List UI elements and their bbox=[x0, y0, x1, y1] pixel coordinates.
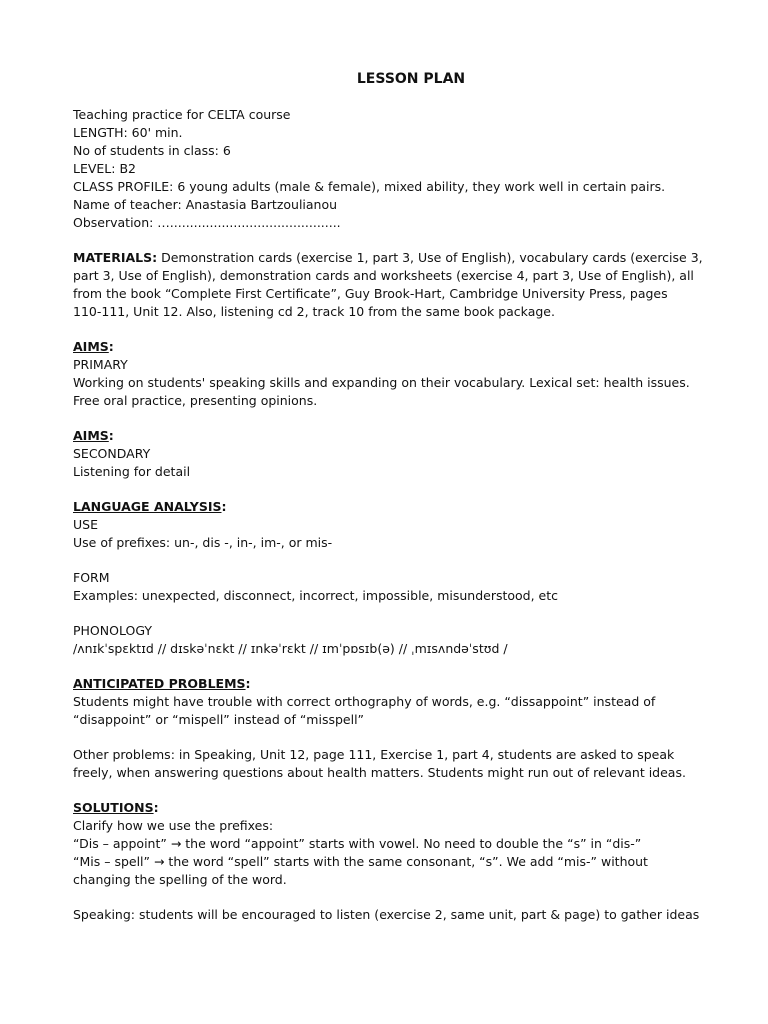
aims-text: Free oral practice, presenting opinions. bbox=[73, 393, 318, 408]
materials-label: MATERIALS: bbox=[73, 250, 158, 265]
phonology-text: /ʌnɪkˈspɛktɪd // dɪskəˈnɛkt // ɪnkəˈrɛkt // ɪmˈpɒsɪb(ə) // ˌmɪsʌndəˈstʊd / bbox=[73, 641, 508, 656]
language-analysis-section: LANGUAGE ANALYSIS: USE Use of prefixes: un-, dis -, in-, im-, or mis- FORM Examples: unexpected, disconnect, incorrect, impossible, misunderstood, etc PHONOLOGY /ʌnɪkˈspɛktɪd // dɪskəˈnɛkt // ɪnkəˈrɛkt // ɪmˈpɒsɪb(ə) // ˌmɪsʌndəˈstʊd / bbox=[73, 498, 733, 658]
language-analysis-heading: LANGUAGE ANALYSIS bbox=[73, 499, 222, 514]
lesson-plan-page bbox=[73, 68, 733, 924]
solutions-text: changing the spelling of the word. bbox=[73, 872, 287, 887]
page-title: LESSON PLAN bbox=[356, 71, 466, 87]
header-line: LENGTH: 60' min. bbox=[73, 125, 183, 140]
aims-heading: AIMS bbox=[73, 339, 109, 354]
solutions-text: “Dis – appoint” → the word “appoint” starts with vowel. No need to double the “s” in “dis-” bbox=[73, 836, 642, 851]
other-problems-text: Other problems: in Speaking, Unit 12, page 111, Exercise 1, part 4, students are asked to speak bbox=[73, 747, 675, 762]
aims-secondary-section: AIMS: SECONDARY Listening for detail bbox=[73, 427, 733, 481]
aims-text: Working on students' speaking skills and expanding on their vocabulary. Lexical set: health issues. bbox=[73, 375, 690, 390]
header-info bbox=[73, 106, 733, 232]
aims-primary-section: AIMS: PRIMARY Working on students' speaking skills and expanding on their vocabulary. Lexical set: health issues. Free oral practice, presenting opinions. bbox=[73, 338, 733, 410]
header-line: No of students in class: 6 bbox=[73, 143, 231, 158]
header-line: Name of teacher: Anastasia Bartzoulianou bbox=[73, 197, 338, 212]
anticipated-problems-heading: ANTICIPATED PROBLEMS bbox=[73, 676, 246, 691]
solutions-text: Clarify how we use the prefixes: bbox=[73, 818, 274, 833]
aims-text: Listening for detail bbox=[73, 464, 191, 479]
header-line: CLASS PROFILE: 6 young adults (male & female), mixed ability, they work well in certain pairs. bbox=[73, 179, 666, 194]
materials-text: part 3, Use of English), demonstration cards and worksheets (exercise 4, part 3, Use of English), all bbox=[73, 268, 694, 283]
use-label: USE bbox=[73, 517, 98, 532]
form-text: Examples: unexpected, disconnect, incorrect, impossible, misunderstood, etc bbox=[73, 588, 559, 603]
header-line: Teaching practice for CELTA course bbox=[73, 107, 291, 122]
aims-heading: AIMS bbox=[73, 428, 109, 443]
header-line: Observation: …........................................... bbox=[73, 215, 341, 230]
materials-section bbox=[73, 249, 733, 321]
anticipated-problems-section: ANTICIPATED PROBLEMS: Students might have trouble with correct orthography of words, e.g. “dissappoint” instead of “disappoint” or “mispell” instead of “misspell” Other problems: in Speaking, Unit 12, page 111, Exercise 1, part 4, students are asked to speak freely, when answering questions about health matters. Students might run out of relevant ideas. bbox=[73, 675, 733, 782]
other-problems-text: freely, when answering questions about health matters. Students might run out of relevant ideas. bbox=[73, 765, 686, 780]
problems-text: Students might have trouble with correct orthography of words, e.g. “dissappoint” instead of bbox=[73, 694, 656, 709]
materials-text: from the book “Complete First Certificate”, Guy Brook-Hart, Cambridge University Press, pages bbox=[73, 286, 668, 301]
materials-text: 110-111, Unit 12. Also, listening cd 2, track 10 from the same book package. bbox=[73, 304, 555, 319]
form-label: FORM bbox=[73, 570, 110, 585]
solutions-section: SOLUTIONS: Clarify how we use the prefixes: “Dis – appoint” → the word “appoint” starts with vowel. No need to double the “s” in “dis-” “Mis – spell” → the word “spell” starts with the same consonant, “s”. We add “mis-” without changing the spelling of the word. Speaking: students will be encouraged to listen (exercise 2, same unit, part & page) to gather ideas bbox=[73, 799, 733, 924]
aims-subheading: PRIMARY bbox=[73, 357, 128, 372]
speaking-solution-text: Speaking: students will be encouraged to listen (exercise 2, same unit, part & page) to gather ideas bbox=[73, 907, 700, 922]
aims-subheading: SECONDARY bbox=[73, 446, 151, 461]
use-text: Use of prefixes: un-, dis -, in-, im-, or mis- bbox=[73, 535, 333, 550]
header-line: LEVEL: B2 bbox=[73, 161, 136, 176]
materials-text: Demonstration cards (exercise 1, part 3, Use of English), vocabulary cards (exercise 3, bbox=[157, 250, 703, 265]
solutions-text: “Mis – spell” → the word “spell” starts with the same consonant, “s”. We add “mis-” without bbox=[73, 854, 648, 869]
problems-text: “disappoint” or “mispell” instead of “misspell” bbox=[73, 712, 365, 727]
solutions-heading: SOLUTIONS bbox=[73, 800, 154, 815]
phonology-label: PHONOLOGY bbox=[73, 623, 153, 638]
